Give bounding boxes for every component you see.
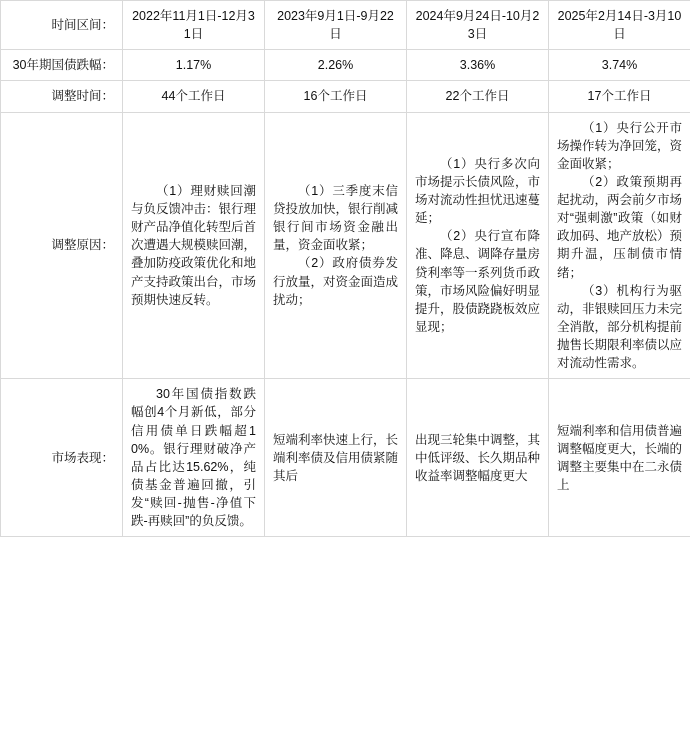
row-header-time-range: 时间区间： (1, 1, 123, 50)
table-row (1, 1, 690, 50)
cell-adjust-duration-3: 22个工作日 (407, 81, 549, 112)
paragraph: （1）央行公开市场操作转为净回笼，资金面收紧； (557, 120, 683, 171)
cell-time-range-1: 2022年11月1日-12月31日 (123, 1, 265, 50)
cell-30y-decline-3: 3.36% (407, 50, 549, 81)
cell-adjust-reason-3 (407, 112, 549, 379)
row-header-30y-decline: 30年期国债跌幅： (1, 50, 123, 81)
cell-adjust-reason-1 (123, 112, 265, 379)
table-body (1, 1, 690, 537)
cell-market-performance-1 (123, 379, 265, 537)
cell-adjust-duration-2: 16个工作日 (265, 81, 407, 112)
cell-adjust-reason-2 (265, 112, 407, 379)
row-header-market-performance: 市场表现： (1, 379, 123, 537)
cell-adjust-duration-1: 44个工作日 (123, 81, 265, 112)
cell-adjust-duration-4: 17个工作日 (549, 81, 690, 112)
cell-30y-decline-1: 1.17% (123, 50, 265, 81)
paragraph: （2）政策预期再起扰动，两会前夕市场对“强刺激”政策（如财政加码、地产放松）预期升温，压制债市情绪； (557, 174, 683, 280)
table-row (1, 379, 690, 537)
paragraph: 出现三轮集中调整，其中低评级、长久期品种收益率调整幅度更大 (415, 432, 541, 483)
cell-market-performance-3 (407, 379, 549, 537)
paragraph: 短端利率和信用债普遍调整幅度更大，长端的调整主要集中在二永债上 (557, 423, 683, 492)
row-header-adjust-duration: 调整时间： (1, 81, 123, 112)
cell-time-range-4: 2025年2月14日-3月10日 (549, 1, 690, 50)
paragraph: （1）三季度末信贷投放加快，银行削减银行间市场资金融出量，资金面收紧； (273, 183, 399, 253)
paragraph: （2）政府债券发行放量，对资金面造成扰动； (273, 256, 399, 307)
paragraph: （1）央行多次向市场提示长债风险，市场对流动性担忧迅速蔓延； (415, 156, 541, 226)
paragraph: 短端利率快速上行，长端利率债及信用债紧随其后 (273, 432, 399, 483)
cell-time-range-2: 2023年9月1日-9月22日 (265, 1, 407, 50)
cell-time-range-3: 2024年9月24日-10月23日 (407, 1, 549, 50)
table-row (1, 81, 690, 112)
cell-adjust-reason-4 (549, 112, 690, 379)
table-row (1, 112, 690, 379)
paragraph: （3）机构行为驱动，非银赎回压力未完全消散，部分机构提前抛售长期限利率债以应对流动性需求。 (557, 283, 683, 371)
row-header-adjust-reason: 调整原因： (1, 112, 123, 379)
cell-market-performance-2 (265, 379, 407, 537)
paragraph: 30年国债指数跌幅创4个月新低，部分信用债单日跌幅超10%。银行理财破净产品占比达15.62%，纯债基金普遍回撤，引发“赎回-抛售-净值下跌-再赎回”的负反馈。 (131, 387, 256, 529)
cell-30y-decline-2: 2.26% (265, 50, 407, 81)
cell-market-performance-4 (549, 379, 690, 537)
table-row (1, 50, 690, 81)
paragraph: （1）理财赎回潮与负反馈冲击：银行理财产品净值化转型后首次遭遇大规模赎回潮，叠加防疫政策优化和地产支持政策出台，市场预期快速反转。 (131, 183, 257, 307)
paragraph: （2）央行宣布降准、降息、调降存量房贷利率等一系列货币政策，市场风险偏好明显提升，股债跷跷板效应显现； (415, 229, 541, 334)
cell-30y-decline-4: 3.74% (549, 50, 690, 81)
